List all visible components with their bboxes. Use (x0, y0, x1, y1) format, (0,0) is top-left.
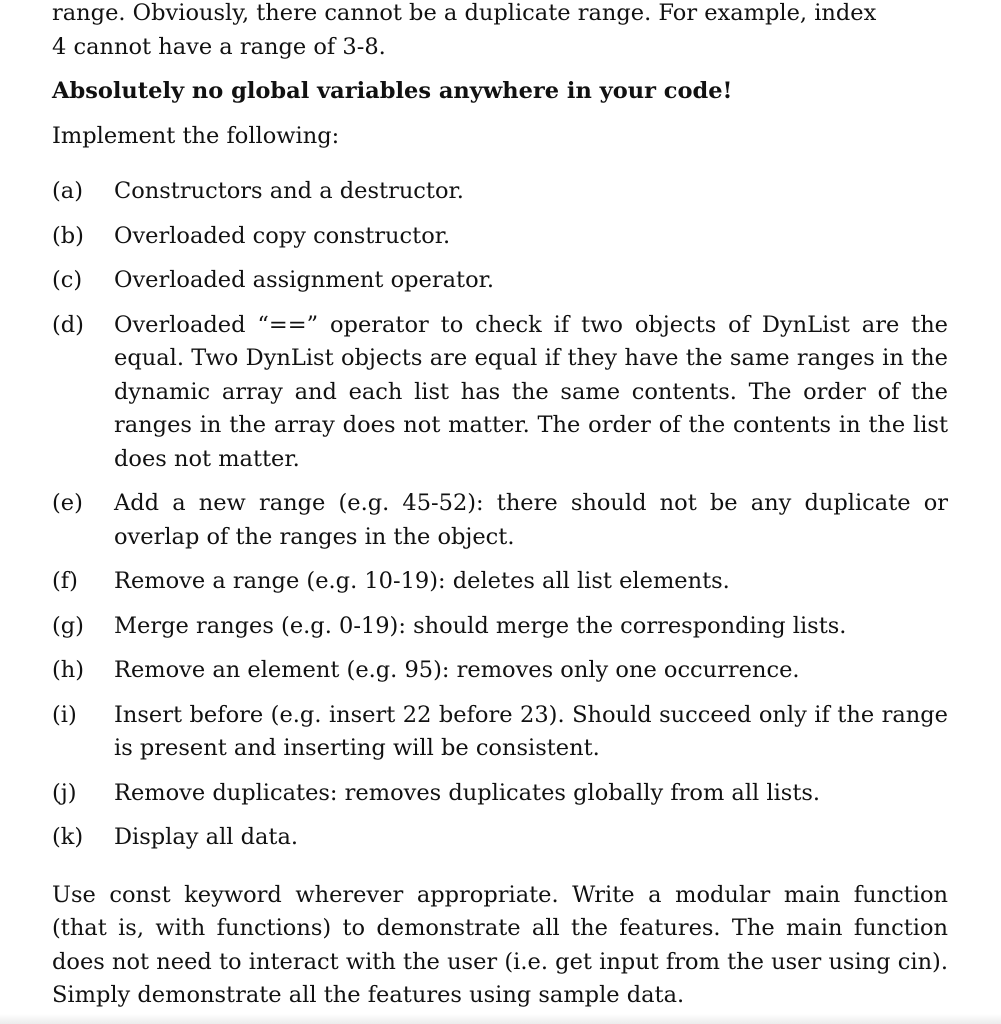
list-item (52, 309, 948, 477)
list-item-marker: (k) (52, 824, 84, 850)
list-item-text: Remove a range (e.g. 10-19): deletes all list elements. (114, 568, 730, 594)
list-item-marker: (e) (52, 490, 83, 516)
closing-paragraph: Use const keyword wherever appropriate. Write a modular main function (that is, with functions) to demonstrate all the features. The main function does not need to interact with the user (i.e. get input from the user using cin). Simply demonstrate all the features using sample data. (52, 881, 948, 1008)
list-item (52, 487, 948, 554)
intro-line-2: 4 cannot have a range of 3-8. (52, 33, 386, 60)
list-item-text: Remove an element (e.g. 95): removes only one occurrence. (114, 657, 800, 683)
bold-requirement-note: Absolutely no global variables anywhere in your code! (52, 78, 733, 104)
list-item-text: Overloaded “==” operator to check if two objects of DynList are the equal. Two DynList objects are equal if they have the same ranges in the dynamic array and each list has the same contents. The order of the ranges in the array does not matter. The order of the contents in the list does not matter. (114, 311, 948, 472)
list-item (52, 565, 948, 599)
list-item-text: Constructors and a destructor. (114, 178, 464, 204)
list-item-marker: (i) (52, 701, 77, 728)
list-item-text: Insert before (e.g. insert 22 before 23). Should succeed only if the range is present and inserting will be consistent. (114, 701, 948, 761)
list-item-text: Add a new range (e.g. 45-52): there should not be any duplicate or overlap of the ranges in the object. (114, 490, 948, 550)
list-item (52, 610, 948, 644)
list-item (52, 821, 948, 855)
intro-paragraph (52, 0, 948, 64)
list-item (52, 777, 948, 811)
list-item-text: Display all data. (114, 824, 299, 850)
list-item-text: Overloaded assignment operator. (114, 267, 495, 293)
list-item-marker: (f) (52, 568, 78, 594)
list-item-text: Overloaded copy constructor. (114, 222, 451, 249)
list-item-marker: (g) (52, 612, 84, 639)
list-item-marker: (h) (52, 657, 85, 683)
list-item-marker: (a) (52, 178, 83, 204)
list-item-text: Remove duplicates: removes duplicates globally from all lists. (114, 779, 821, 806)
list-item (52, 264, 948, 298)
page-bottom-shadow (0, 1014, 1001, 1024)
intro-line-1: range. Obviously, there cannot be a duplicate range. For example, index (52, 0, 877, 26)
requirements-list (52, 175, 948, 855)
list-item (52, 175, 948, 209)
implement-lead-text: Implement the following: (52, 122, 340, 149)
list-item-marker: (c) (52, 267, 83, 293)
list-item-marker: (d) (52, 311, 84, 338)
list-item (52, 220, 948, 254)
list-item (52, 654, 948, 688)
list-item (52, 699, 948, 766)
list-item-text: Merge ranges (e.g. 0-19): should merge the corresponding lists. (114, 612, 847, 639)
list-item-marker: (b) (52, 222, 84, 249)
document-page (52, 0, 948, 1013)
list-item-marker: (j) (52, 779, 77, 806)
